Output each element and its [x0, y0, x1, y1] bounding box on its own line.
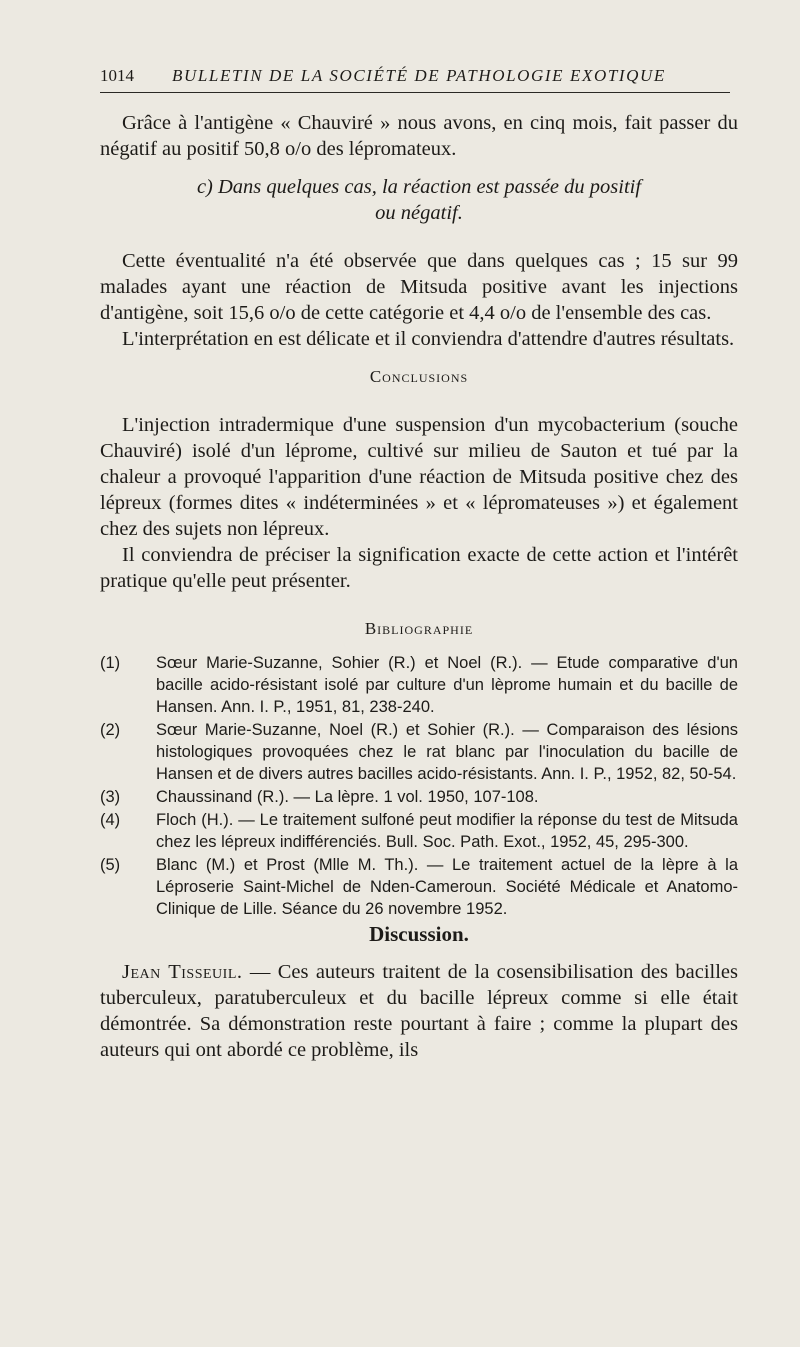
entry-number: (3) — [100, 788, 121, 806]
entry-text: Sœur Marie-Suzanne, Sohier (R.) et Noel (R.). — Etude comparative d'un bacille acido-résistant isolé par culture d'un lèprome humain et du bacille de Hansen. Ann. I. P., 1951, 81, 238-240. — [156, 654, 738, 716]
bibliography-list — [100, 652, 738, 920]
speaker-name: Jean Tisseuil. — [122, 961, 243, 983]
running-header — [100, 62, 730, 93]
entry-text: Chaussinand (R.). — La lèpre. 1 vol. 1950, 107-108. — [156, 788, 539, 806]
paragraph: Cette éventualité n'a été observée que dans quelques cas ; 15 sur 99 malades ayant une réaction de Mitsuda positive avant les injections d'antigène, soit 15,6 o/o de cette catégorie et 4,4 o/o de l'ensemble des cas. — [100, 250, 738, 324]
paragraph: L'injection intradermique d'une suspension d'un mycobacterium (souche Chauviré) isolé d'un léprome, cultivé sur milieu de Sauton et tué par la chaleur a provoqué l'apparition d'une réaction de Mitsuda positive chez des lépreux (formes dites « indéterminées » et « lépromateuses ») et également chez des sujets non lépreux. — [100, 414, 738, 540]
bibliography-entry — [100, 652, 738, 718]
bibliography-heading: Bibliographie — [364, 619, 474, 638]
paragraph: Grâce à l'antigène « Chauviré » nous avons, en cinq mois, fait passer du négatif au positif 50,8 o/o des lépromateux. — [100, 112, 738, 160]
main-text — [100, 110, 738, 1063]
bibliography-entry — [100, 719, 738, 785]
bibliography-entry — [100, 809, 738, 853]
entry-number: (1) — [100, 654, 121, 672]
journal-title: BULLETIN DE LA SOCIÉTÉ DE PATHOLOGIE EXOTIQUE — [172, 66, 666, 85]
bibliography-entry — [100, 786, 738, 808]
page-number: 1014 — [100, 66, 134, 85]
conclusions-heading: Conclusions — [369, 367, 469, 386]
entry-number: (4) — [100, 811, 121, 829]
bibliography-entry — [100, 854, 738, 920]
paragraph: L'interprétation en est délicate et il conviendra d'attendre d'autres résultats. — [122, 328, 735, 350]
discussion-paragraph — [100, 959, 738, 1063]
entry-text: Blanc (M.) et Prost (Mlle M. Th.). — Le traitement actuel de la lèpre à la Léproserie Saint-Michel de Nden-Cameroun. Société Médicale et Anatomo-Clinique de Lille. Séance du 26 novembre 1952. — [156, 856, 738, 918]
subheading-c: c) Dans quelques cas, la réaction est passée du positif ou négatif. — [196, 176, 642, 224]
entry-number: (5) — [100, 856, 121, 874]
paragraph: Il conviendra de préciser la signification exacte de cette action et l'intérêt pratique qu'elle peut présenter. — [100, 544, 738, 592]
discussion-text: — Ces auteurs traitent de la cosensibilisation des bacilles tuberculeux, paratuberculeux et du bacille lépreux comme si elle était démontrée. Sa démonstration reste pourtant à faire ; comme la plupart des auteurs qui ont abordé ce problème, ils — [100, 961, 738, 1061]
entry-number: (2) — [100, 721, 121, 739]
entry-text: Sœur Marie-Suzanne, Noel (R.) et Sohier (R.). — Comparaison des lésions histologiques provoquées chez le rat blanc par l'inoculation du bacille de Hansen et de divers autres bacilles acido-résistants. Ann. I. P., 1952, 82, 50-54. — [156, 721, 738, 783]
entry-text: Floch (H.). — Le traitement sulfoné peut modifier la réponse du test de Mitsuda chez les lépreux indifférenciés. Bull. Soc. Path. Exot., 1952, 45, 295-300. — [156, 811, 738, 851]
discussion-heading: Discussion. — [369, 922, 469, 946]
